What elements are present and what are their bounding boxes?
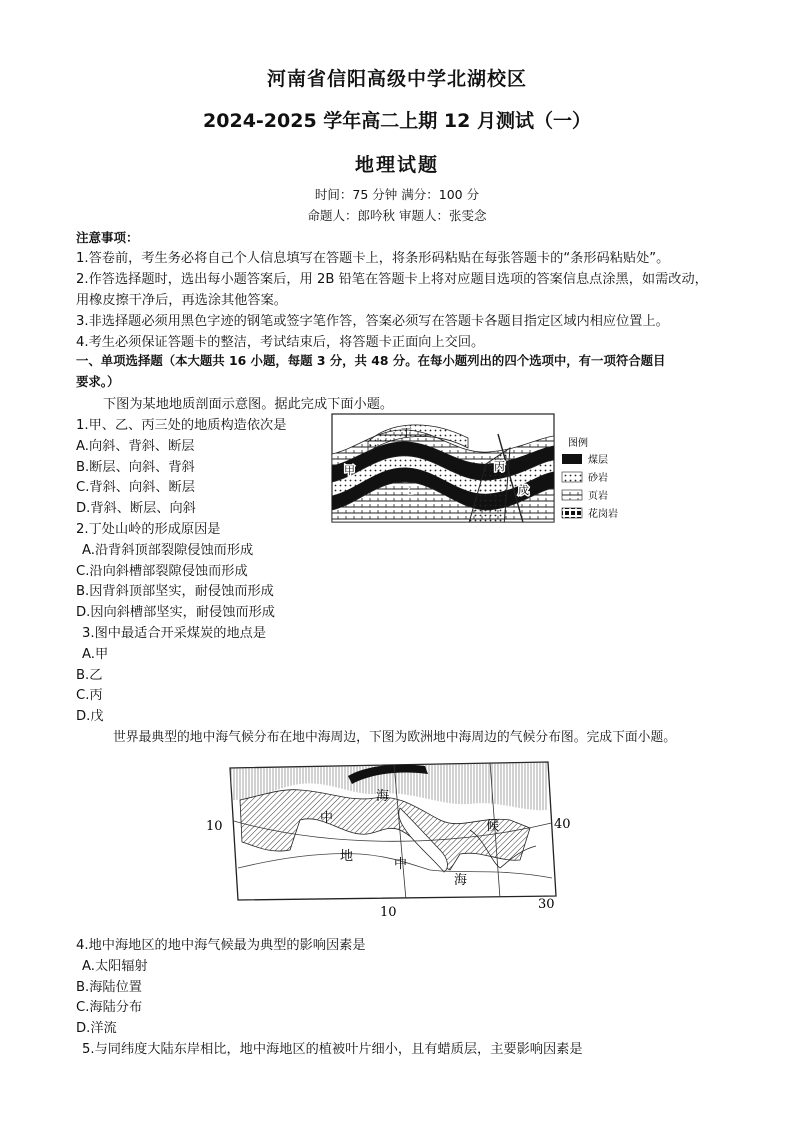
map-tick-bottom-30: 30 <box>538 897 555 912</box>
legend-title: 图例 <box>568 438 588 449</box>
question-option: D.戊 <box>76 709 104 724</box>
map-label-hai2: 海 <box>454 873 468 888</box>
label-wu: 戊 <box>518 484 529 497</box>
question-option: C.沿向斜槽部裂隙侵蚀而形成 <box>76 564 248 579</box>
question-option: B.乙 <box>76 668 103 683</box>
question-stem: 2.丁处山岭的形成原因是 <box>76 522 221 537</box>
question-option: D.背斜、断层、向斜 <box>76 501 196 516</box>
legend-swatch-granite <box>562 508 582 518</box>
exam-time-score: 时间：75 分钟 满分：100 分 <box>314 187 480 202</box>
label-jia: 甲 <box>344 464 355 477</box>
map-label-di: 地 <box>340 849 354 864</box>
note-line: 1.答卷前，考生务必将自己个人信息填写在答题卡上，将条形码粘贴在每张答题卡的“条形码粘贴处”。 <box>76 251 670 266</box>
legend-swatch-shale <box>562 490 582 500</box>
question-stem: 3.图中最适合开采煤炭的地点是 <box>82 626 267 641</box>
label-bing: 丙 <box>494 460 505 473</box>
intro-climate: 世界最典型的地中海气候分布在地中海周边，下图为欧洲地中海周边的气候分布图。完成下面小题。 <box>113 730 677 745</box>
question-option: C.背斜、向斜、断层 <box>76 480 195 495</box>
label-yi: 乙 <box>404 484 415 497</box>
legend-sandstone: 砂岩 <box>588 473 608 484</box>
geology-cross-section-figure <box>318 408 636 536</box>
question-stem: 5.与同纬度大陆东岸相比，地中海地区的植被叶片细小，且有蜡质层，主要影响因素是 <box>82 1042 583 1057</box>
question-option: A.沿背斜顶部裂隙侵蚀而形成 <box>82 543 254 558</box>
legend-coal: 煤层 <box>588 455 608 466</box>
map-label-zhong2: 中 <box>394 857 408 872</box>
question-option: A.甲 <box>82 647 109 662</box>
note-line: 2.作答选择题时，选出每小题答案后，用 2B 铅笔在答题卡上将对应题目选项的答案信息点涂黑，如需改动， <box>76 272 708 287</box>
legend-swatch-sandstone <box>562 472 582 482</box>
section-heading-cont: 要求。） <box>76 374 120 389</box>
question-option: B.海陆位置 <box>76 980 142 995</box>
legend-granite: 花岗岩 <box>588 509 618 520</box>
question-stem: 4.地中海地区的地中海气候最为典型的影响因素是 <box>76 938 366 953</box>
mediterranean-climate-map <box>200 750 580 926</box>
question-option: C.丙 <box>76 688 103 703</box>
note-line: 用橡皮擦干净后，再选涂其他答案。 <box>76 293 287 308</box>
question-option: A.向斜、背斜、断层 <box>76 439 195 454</box>
subject-title: 地理试题 <box>354 154 439 176</box>
intro-geology: 下图为某地地质剖面示意图。据此完成下面小题。 <box>103 397 394 412</box>
question-option: C.海陆分布 <box>76 1000 143 1015</box>
note-line: 3.非选择题必须用黑色字迹的钢笔或签字笔作答，答案必须写在答题卡各题目指定区域内相应位置上。 <box>76 314 669 329</box>
map-tick-left: 10 <box>206 819 223 834</box>
map-tick-bottom-10: 10 <box>380 905 397 920</box>
legend-shale: 页岩 <box>588 491 608 502</box>
question-option: B.因背斜顶部坚实，耐侵蚀而形成 <box>76 584 274 599</box>
question-option: D.洋流 <box>76 1021 117 1036</box>
notes-heading: 注意事项： <box>76 230 139 245</box>
school-title: 河南省信阳高级中学北湖校区 <box>266 68 527 90</box>
note-line: 4.考生必须保证答题卡的整洁，考试结束后，将答题卡正面向上交回。 <box>76 335 485 350</box>
map-label-hai1: 海 <box>376 789 390 804</box>
question-option: B.断层、向斜、背斜 <box>76 460 195 475</box>
map-label-hou: 候 <box>486 819 500 834</box>
legend-swatch-coal <box>562 454 582 464</box>
map-label-zhong1: 中 <box>320 811 334 826</box>
label-ding: 丁 <box>401 426 412 439</box>
exam-authors: 命题人：郎吟秋 审题人：张雯念 <box>307 208 487 223</box>
exam-title: 2024-2025 学年高二上期 12 月测试（一） <box>203 110 591 132</box>
section-heading: 一、单项选择题（本大题共 16 小题，每题 3 分，共 48 分。在每小题列出的四个选项中，有一项符合题目 <box>76 353 666 368</box>
question-stem: 1.甲、乙、丙三处的地质构造依次是 <box>76 418 287 433</box>
map-tick-right: 40 <box>554 817 571 832</box>
question-option: A.太阳辐射 <box>82 959 148 974</box>
question-option: D.因向斜槽部坚实，耐侵蚀而形成 <box>76 605 275 620</box>
